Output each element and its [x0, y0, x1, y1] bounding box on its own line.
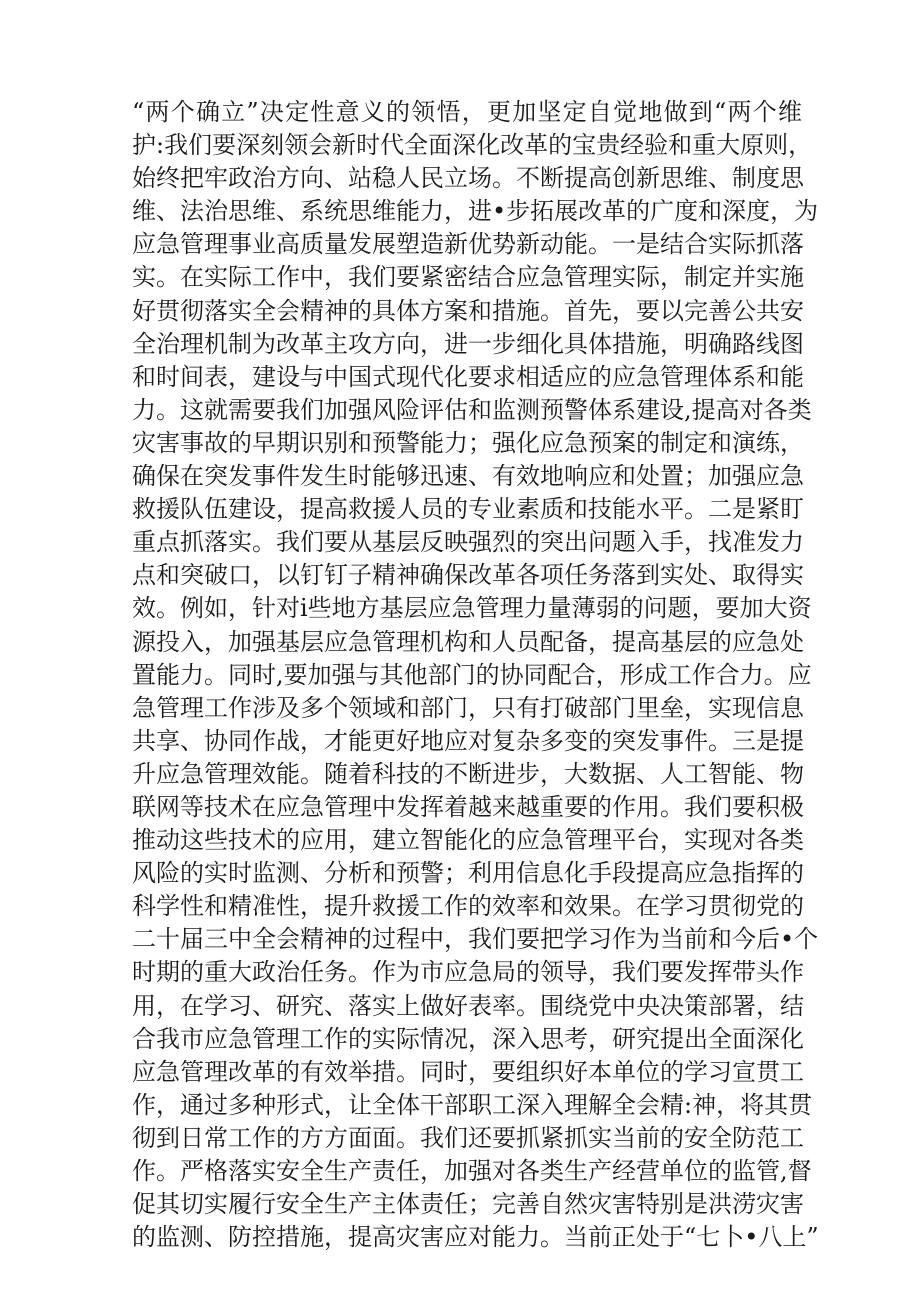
- text-line: 共享、协同作战，才能更好地应对复杂多变的突发事件。三是提: [132, 726, 804, 755]
- text-line: 科学性和精准性，提升救援工作的效率和效果。在学习贯彻党的: [132, 892, 804, 921]
- text-line: 作，通过多种形式，让全体干部职工深入理解全会精:神，将其贯: [132, 1090, 813, 1119]
- text-line: 好贯彻落实全会精神的具体方案和措施。首先，要以完善公共安: [132, 296, 804, 325]
- text-line: 救援队伍建设，提高救援人员的专业素质和技能水平。二是紧盯: [132, 495, 804, 524]
- text-line: 应急管理改革的有效举措。同时，要组织好本单位的学习宣贯工: [132, 1057, 804, 1086]
- body-paragraph: [132, 96, 819, 1254]
- text-line: 急管理工作涉及多个领域和部门，只有打破部门里垒，实现信息: [132, 693, 804, 722]
- text-line: 时期的重大政治任务。作为市应急局的领导，我们要发挥带头作: [132, 958, 804, 987]
- text-line: 推动这些技术的应用，建立智能化的应急管理平台，实现对各类: [132, 826, 804, 855]
- text-line: 二十届三中全会精神的过程中，我们要把学习作为当前和今后•个: [132, 925, 819, 954]
- text-line: 促其切实履行安全生产主体责任；完善自然灾害特别是洪涝灾害: [132, 1190, 804, 1219]
- text-line: 确保在突发事件发生时能够迅速、有效地响应和处置；加强应急: [132, 462, 804, 491]
- text-line: 护:我们要深刻领会新时代全面深化改革的宝贵经验和重大原则，: [132, 131, 813, 160]
- text-line: 始终把牢政治方向、站稳人民立场。不断提高创新思维、制度思: [132, 164, 804, 193]
- text-line: 作。严格落实安全生产责任，加强对各类生产经营单位的监管,督: [132, 1157, 812, 1185]
- text-line: 灾害事故的早期识别和预警能力；强化应急预案的制定和演练，: [132, 428, 804, 457]
- text-line: 源投入，加强基层应急管理机构和人员配备，提高基层的应急处: [132, 627, 804, 656]
- text-line: 的监测、防控措施，提高灾害应对能力。当前正处于“七卜•八上”: [132, 1223, 819, 1252]
- text-line: 合我市应急管理工作的实际情况，深入思考，研究提出全面深化: [132, 1024, 804, 1053]
- text-line: 全治理机制为改革主攻方向，进一步细化具体措施，明确路线图: [132, 329, 804, 358]
- text-line: 重点抓落实。我们要从基层反映强烈的突出问题入手，找准发力: [132, 528, 804, 557]
- text-line: 效。例如，针对i些地方基层应急管理力量薄弱的问题，要加大资: [132, 594, 812, 623]
- text-line: 和时间表，建设与中国式现代化要求相适应的应急管理体系和能: [132, 362, 804, 391]
- text-line: 点和突破口，以钉钉子精神确保改革各项任务落到实处、取得实: [132, 561, 804, 590]
- text-line: 彻到日常工作的方方面面。我们还要抓紧抓实当前的安全防范工: [132, 1123, 804, 1152]
- text-line: 升应急管理效能。随着科技的不断进步，大数据、人工智能、物: [132, 759, 804, 788]
- text-line: “两个确立”决定性意义的领悟，更加坚定自觉地做到“两个维: [132, 98, 802, 126]
- text-line: 风险的实时监测、分析和预警；利用信息化手段提高应急指挥的: [132, 859, 804, 888]
- text-line: 力。这就需要我们加强风险评估和监测预警体系建设,提高对各类: [132, 395, 812, 424]
- text-line: 应急管理事业高质量发展塑造新优势新动能。一是结合实际抓落: [132, 230, 804, 259]
- text-line: 置能力。同时,要加强与其他部门的协同配合，形成工作合力。应: [132, 660, 812, 689]
- text-line: 实。在实际工作中，我们要紧密结合应急管理实际，制定并实施: [132, 263, 804, 292]
- text-line: 联网等技术在应急管理中发挥着越来越重要的作用。我们要积极: [132, 792, 804, 821]
- text-line: 用，在学习、研究、落实上做好表率。围绕党中央决策部署，结: [132, 991, 804, 1020]
- text-line: 维、法治思维、系统思维能力，进•步拓展改革的广度和深度，为: [132, 197, 819, 226]
